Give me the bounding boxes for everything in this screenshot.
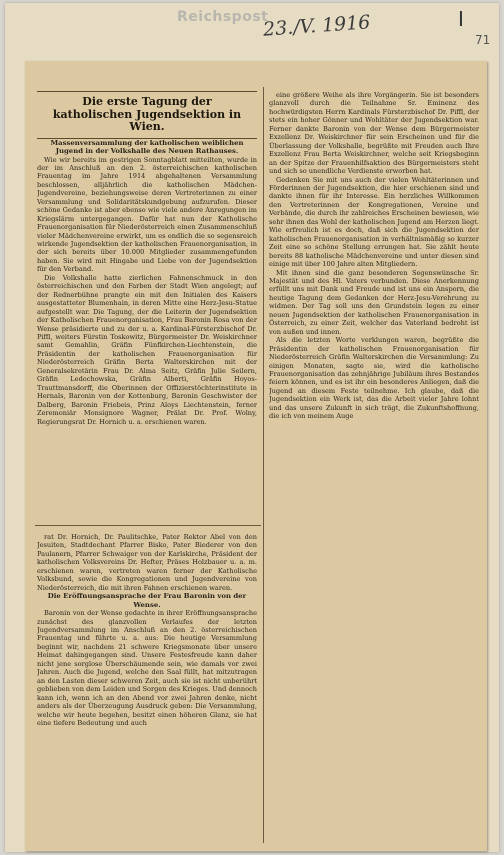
paragraph: eine größere Weihe als ihre Vorgängerin. Sie ist besonders glanzvoll durch die Teilnahme Sr. Eminenz des hochwürdigsten Herrn Kardinals Fürsterzbischof Dr. Piffl, der stets ein hoher Gönner und Wohltäter der Jugendsektion war. Ferner dankte Baronin von der Wense dem Bürgermeister Exzellenz Dr. Weiskirchner für sein Erscheinen und für die Überlassung der Volkshalle, begrüßte mit Freuden auch Ihre Exzellenz Frau Berta Weiskirchner, welche seit Kriegsbeginn an der Spitze der Frauenhilfsaktion des Bürgermeisters steht und sich so unendliche Verdienste erworben hat. xyxy=(269,91,479,176)
paragraph: Die Volkshalle hatte zierlichen Fahnenschmuck in den österreichischen und den Farben der Stadt Wien angelegt; auf der Rednerbühne prangte ein mit den Initialen des Kaisers ausgestatteter Blumenhain, in deren Mitte eine Herz-Jesu-Statue aufgestellt war. Die Tagung, der die Leiterin der Jugendsektion der Katholischen Frauenorganisation, Frau Baronin Rosa von der Wense präsidierte und zu der u. a. Kardinal-Fürsterzbischof Dr. Piffl, weiters Fürstin Toskowitz, Bürgermeister Dr. Weiskirchner samt Gemahlin, Gräfin Fünfkirchen-Liechtenstein, die Präsidentin der katholischen Frauenorganisation für Niederösterreich Gräfin Berta Walterskirchen mit der Generalsekretärin Frau Dr. Alma Seitz, Gräfin Julie Seilern, Gräfin Ledochowska, Gräfin Alberti, Gräfin Hoyos-Trauttmansdorff, die Oberinnen der Offizierstöchterinstitute in Hernals, Baronin von der Kottenburg, Baronin Geschwister der Dalberg, Baronin Friebeis, Prinz Aloys Liechtenstein, ferner Zeremoniär Monsignore Wagner, Prälat Dr. Prof. Wolny, Regierungsrat Dr. Hornich u. a. erschienen waren. xyxy=(37,273,257,426)
column-divider xyxy=(263,87,264,843)
paragraph: Als die letzten Worte verklungen waren, begrüßte die Präsidentin der katholischen Frauenorganisation für Niederösterreich Gräfin Walterskirchen die Versammlung: Zu einigen Monaten, sagte sie, wird die katholische Frauenorganisation das zehnjährige Jubiläum ihres Bestandes feiern können, und es ist ihr ein besonderes Anliegen, daß die Jugend an diesem Feste teilnehme. Ich glaube, daß die Jugendsektion ein Werk ist, das die Arbeit vieler Jahre lohnt und das unsere Zukunft in sich trägt, die Zukunftshoffnung, die ich von meinem Auge xyxy=(269,336,479,421)
paragraph: Mit ihnen sind die ganz besonderen Segenswünsche Sr. Majestät und des Hl. Vaters verbunden. Diese Anerkennung erfüllt uns mit Dank und Freude und ist uns ein Ansporn, die heutige Tagung dem Gedanken der Herz-Jesu-Verehrung zu widmen. Der Tag soll uns den Grundstein legen zu einer neuen Jugendsektion der katholischen Frauenorganisation in Österreich, zu einer Zeit, welcher das Vaterland bedroht ist von außen und innen. xyxy=(269,268,479,336)
paragraph: Wie wir bereits im gestrigen Sonntagblatt mitteilten, wurde in der im Anschluß an den 2. österreichischen katholischen Frauentag im Jahre 1914 abgehaltenen Versammlung beschlossen, alljährlich die katholischen Mädchen-Jugendvereine, beziehungsweise deren Vertreterinnen zu einer Versammlung und Solidaritätskundgebung aufzurufen. Dieser schöne Gedanke ist aber ebenso wie viele andere Anregungen im Kriegslärm untergegangen. Dafür hat nun der Katholische Frauenorganisation für Niederösterreich einen Zusammenschluß vieler Mädchenvereine erwirkt, um es endlich die so segensreich wirkende Jugendsektion der katholischen Frauenorganisation, in der sich bereits über 10.000 Mitglieder zusammengefunden haben. Sie wird mit Hingabe und Liebe von der Jugendsektion für den Verband. xyxy=(37,155,257,274)
paragraph: rat Dr. Hornich, Dr. Paulitschke, Pater Rektor Abel von den Jesuiten, Stadtdechant Pfarrer Bisko, Pater Biederer von den Paulanern, Pfarrer Schwaiger von der Karlskirche, Präsident der katholischen Volksvereins Dr. Hefter, Präses Holzbauer u. a. m. erschienen waren, vertreten waren ferner der Katholische Volksbund, sowie die Kongregationen und Jugendvereine von Niederösterreich, die mit ihren Fahnen erschienen waren. xyxy=(37,533,257,592)
section-heading: Die Eröffnungsansprache der Frau Baronin von der Wense. xyxy=(47,592,247,609)
newspaper-stamp: Reichspost xyxy=(177,9,269,25)
right-column xyxy=(269,91,479,843)
newspaper-clipping xyxy=(25,61,487,851)
handwritten-date: 23./V. 1916 xyxy=(262,11,372,41)
paragraph: Gedenken Sie mit uns auch der vielen Wohltäterinnen und Förderinnen der Jugendsektion, die hier erschienen sind und dankte ihnen für ihr Interesse. Ein herzliches Willkommen den Vertreterinnen der Kongregationen, Vereine und Verbände, die durch ihr zahlreiches Erscheinen bewiesen, wie sehr ihnen das Wohl der katholischen Jugend am Herzen liegt. Wie erfreulich ist es doch, daß sich die Jugendsektion der katholischen Frauenorganisation in verhältnismäßig so kurzer Zeit eine so schöne Stellung errungen hat. Sie zählt heute bereits 88 katholische Mädchenvereine und unter diesen sind einige mit über 100 Jahre alten Mitgliedern. xyxy=(269,175,479,269)
paragraph: Baronin von der Wense gedachte in ihrer Eröffnungsansprache zunächst des glanzvollen Verlaufes der letzten Jugendversammlung im Anschluß an den 2. österreichischen Frauentag und führte u. a. aus: Die heutige Versammlung beginnt wir, nachdem 21 schwere Kriegsmonate über unsere Heimat dahingegangen sind. Unsere Festesfreude kann daher nicht jene sorglose Überschäumende sein, wie damals vor zwei Jahren. Auch die Jugend, welche den Saal füllt, hat mitzutragen an den Lasten dieser schweren Zeit, auch sie ist nicht unberührt geblieben von dem Leiden und Sorgen des Krieges. Und dennoch kann ich, wenn ich an den Abend vor zwei Jahren denke, nicht anders als der Überzeugung Ausdruck geben: Die Versammlung, welche wir heute begehen, besitzt einen höheren Glanz, sie hat eine tiefere Bedeutung und auch xyxy=(37,609,257,727)
article-title: Die erste Tagung der katholischen Jugendsektion in Wien. xyxy=(37,91,257,139)
lower-left-column xyxy=(37,533,257,843)
archive-sheet xyxy=(5,3,499,852)
left-column xyxy=(37,91,257,519)
corner-mark: I xyxy=(458,7,464,31)
section-divider xyxy=(35,525,261,526)
article-subtitle: Massenversammlung der katholischen weiblichen Jugend in der Volkshalle des Neuen Rathauses. xyxy=(50,138,244,155)
page-number: 71 xyxy=(475,33,491,47)
